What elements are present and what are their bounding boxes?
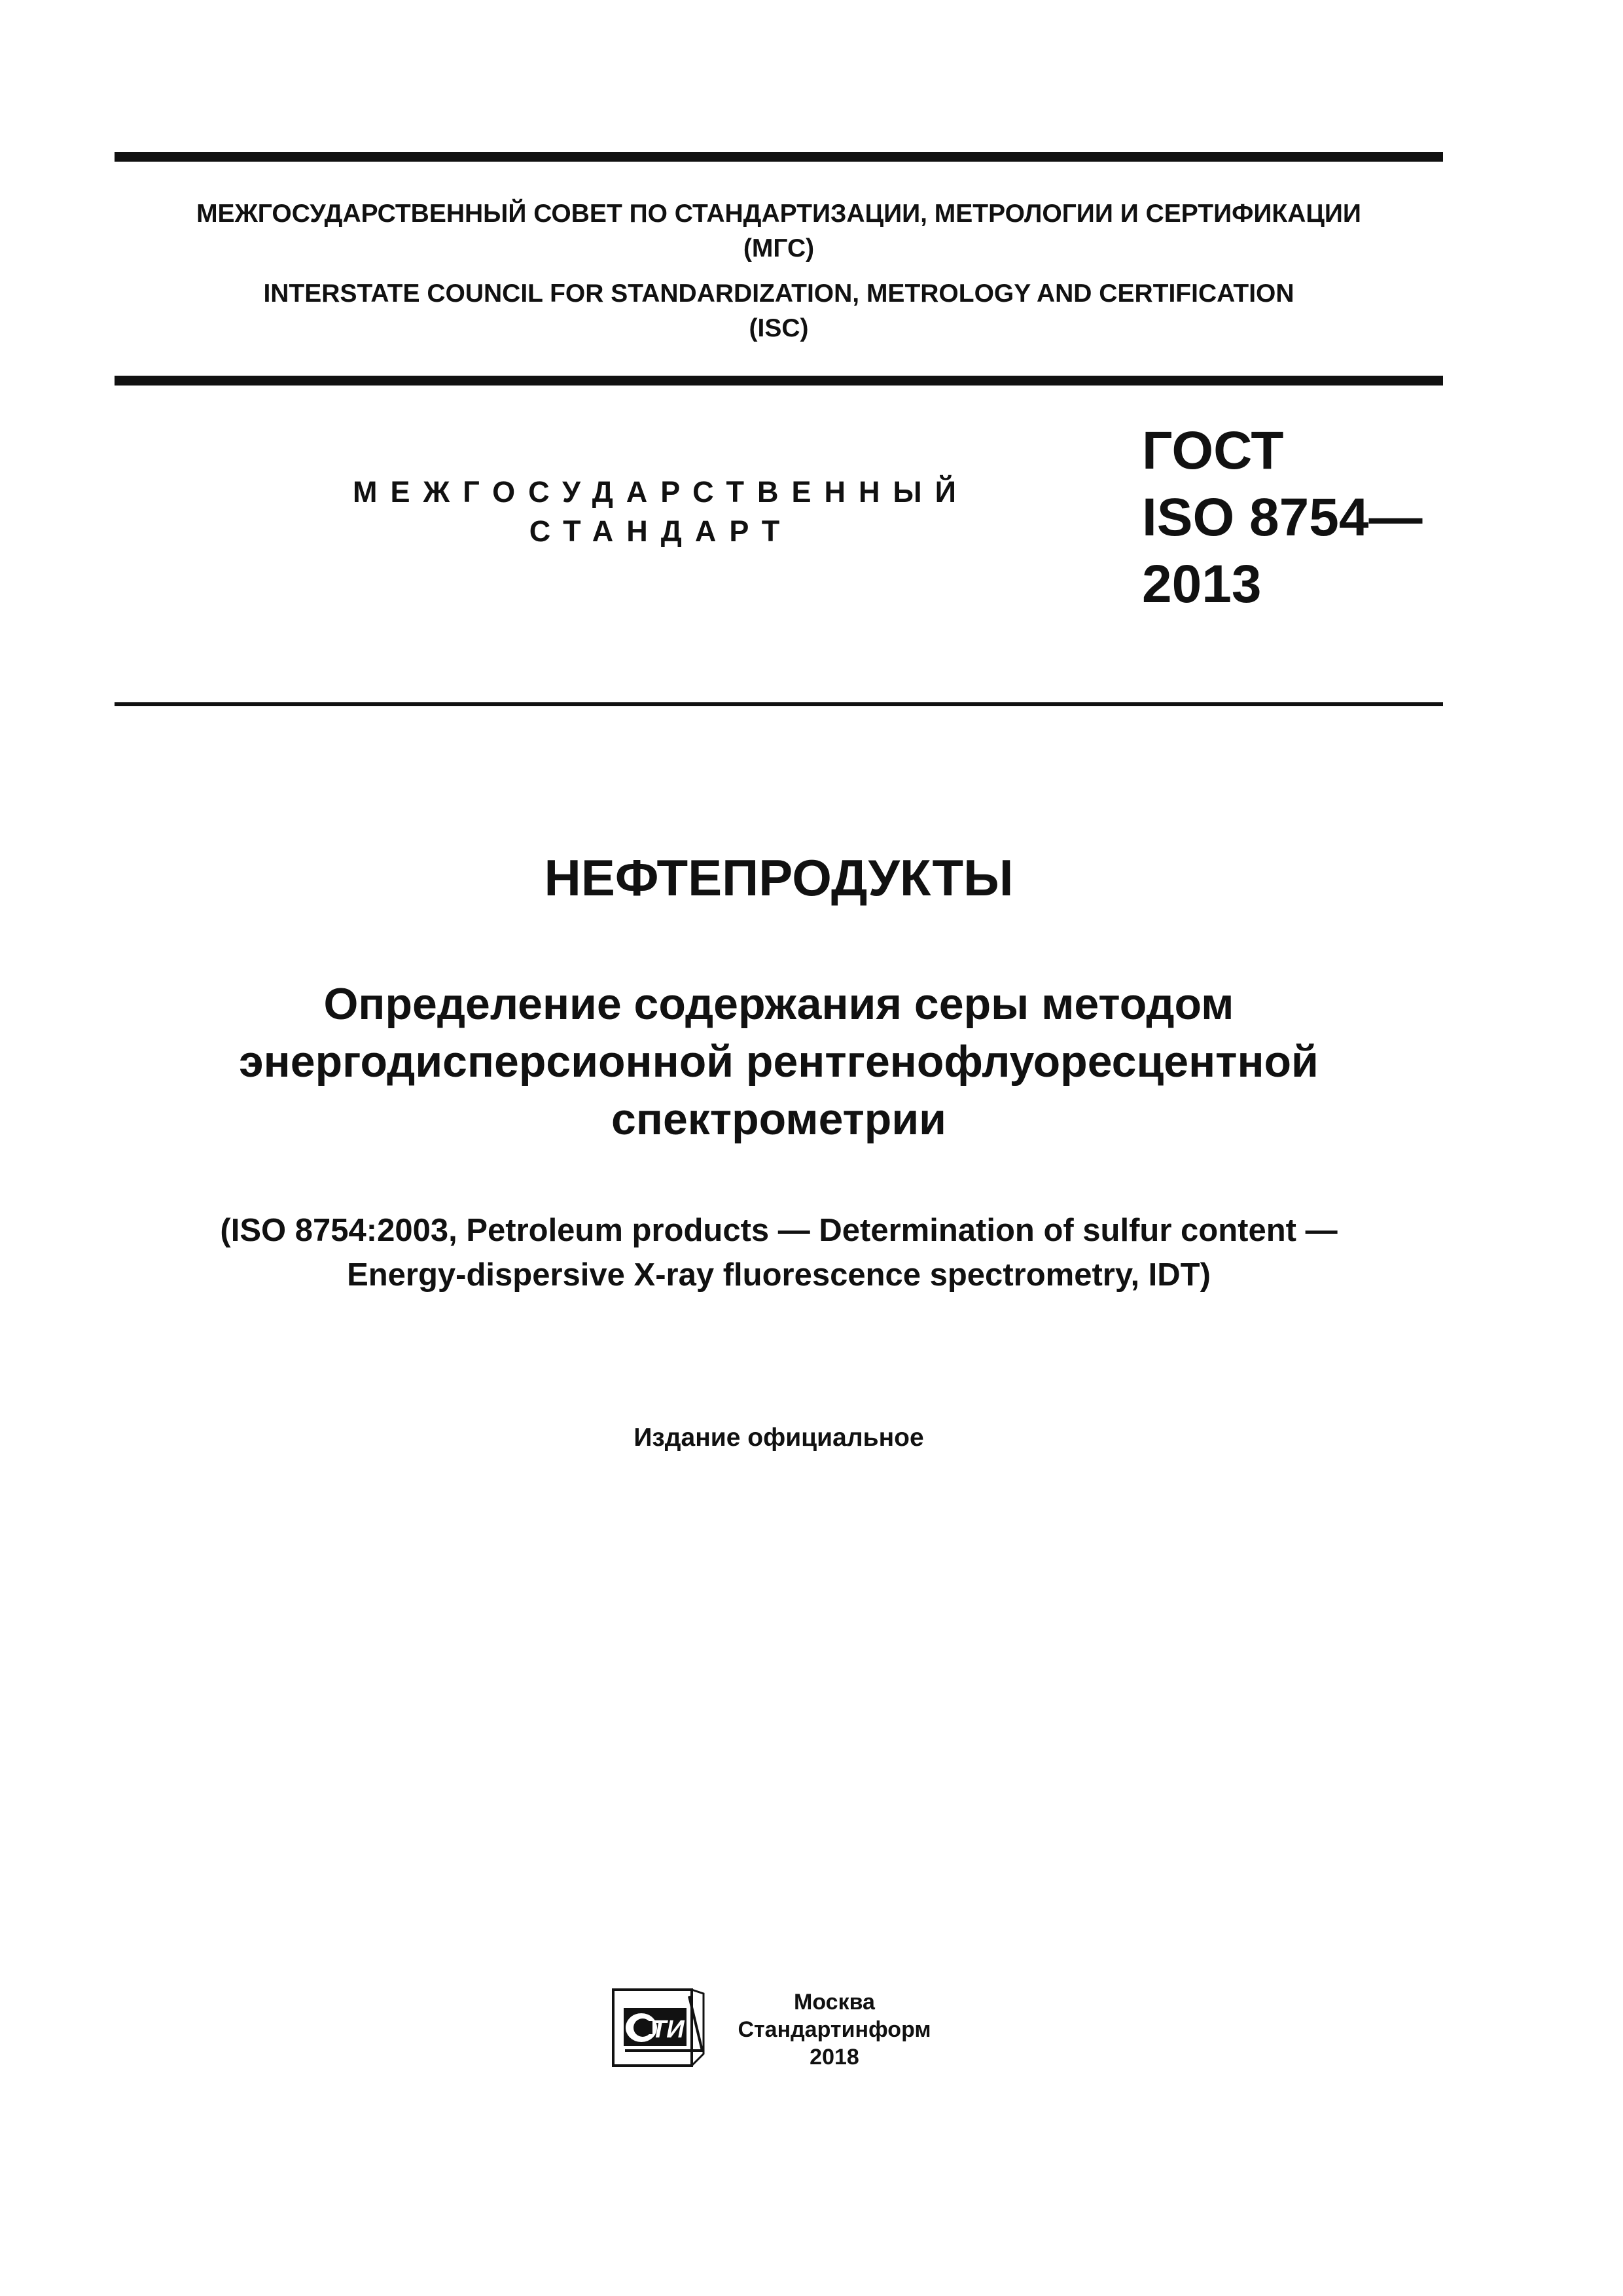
standard-code-line3: 2013 [1142,554,1262,614]
middle-rule [115,376,1443,386]
standard-code [1142,418,1422,618]
council-name-ru [115,196,1443,266]
publisher-year: 2018 [810,2045,859,2070]
subtitle-line2: энергодисперсионной рентгенофлуоресцентной [239,1037,1319,1086]
publisher-city: Москва [794,1990,875,2015]
document-subtitle [115,975,1443,1148]
iso-reference-line1: (ISO 8754:2003, Petroleum products — Determination of sulfur content — [220,1213,1338,1248]
standard-type-line2: СТАНДАРТ [529,514,793,548]
council-abbr-en: (ISC) [749,314,809,342]
iso-reference-line2: Energy-dispersive X-ray fluorescence spectrometry, IDT) [347,1257,1211,1293]
standard-type-line1: МЕЖГОСУДАРСТВЕННЫЙ [353,475,969,509]
publisher-name: Стандартинформ [738,2017,931,2042]
edition-note: Издание официальное [633,1424,924,1452]
publisher-info [710,1988,959,2071]
lower-rule [115,702,1443,706]
subtitle-line1: Определение содержания серы методом [323,979,1234,1029]
iso-reference [115,1208,1443,1297]
logo-text: ТИ [651,2016,685,2043]
standard-code-line1: ГОСТ [1142,421,1284,480]
council-abbr-ru: (МГС) [743,234,815,262]
council-name-en-line1: INTERSTATE COUNCIL FOR STANDARDIZATION, METROLOGY AND CERTIFICATION [263,279,1294,308]
subtitle-line3: спектрометрии [611,1094,946,1144]
document-title: НЕФТЕПРОДУКТЫ [544,849,1014,906]
standard-code-line2: ISO 8754— [1142,488,1423,547]
standard-type [288,473,1034,551]
council-name-ru-line1: МЕЖГОСУДАРСТВЕННЫЙ СОВЕТ ПО СТАНДАРТИЗАЦИИ, МЕТРОЛОГИИ И СЕРТИФИКАЦИИ [196,200,1361,228]
council-name-en [115,276,1443,346]
standartinform-logo-icon [612,1988,707,2067]
top-rule [115,152,1443,162]
